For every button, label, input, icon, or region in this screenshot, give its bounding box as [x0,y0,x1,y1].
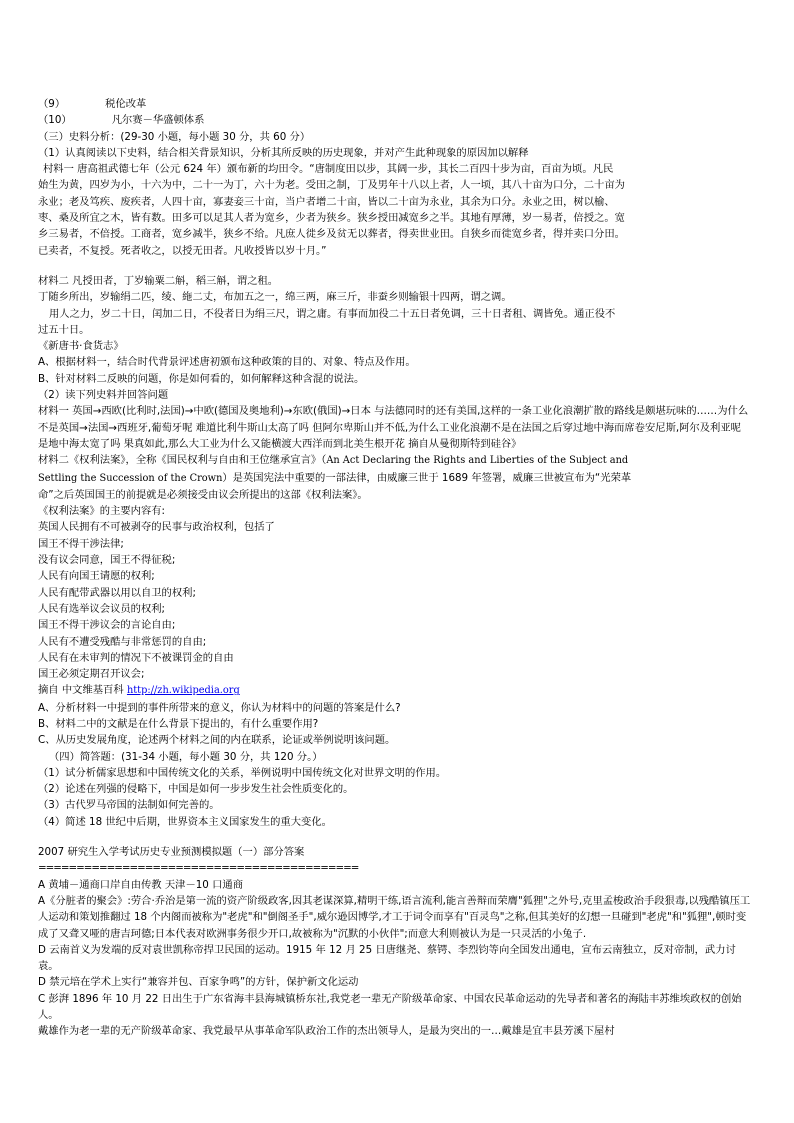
material-line: 材料二《权利法案》，全称《国民权利与自由和王位继承宣言》（An Act Declaring the Rights and Liberties of the Subject and [38,454,629,467]
material-paragraph: 材料一 英国→西欧(比利时,法国)→中欧(德国及奥地利)→东欧(俄国)→日本 与法德同时的还有美国,这样的一条工业化浪潮扩散的路线是颇堪玩味的……为什么不是英国→法国→西班牙,葡萄牙呢 难道比利牛斯山太高了吗 但阿尔卑斯山并不低,为什么工业化浪潮不是在法国之后穿过地中海而席卷安尼斯,阿尔及利亚呢 是地中海太宽了吗 果真如此,那么大工业为什么又能横渡大西洋而到北美生根开花 摘自从曼彻斯特到硅谷》 [38,405,749,450]
list-item: （10） 凡尔赛－华盛顿体系 [38,114,205,127]
question-a: A、根据材料一，结合时代背景评述唐初颁布这种政策的目的、对象、特点及作用。 [38,356,416,369]
answer-line: 戴雄作为老一辈的无产阶级革命家、我党最早从事革命军队政治工作的杰出领导人，是最为突出的一…戴雄是宜丰县芳溪下屋村 [38,1025,615,1038]
material-line: 乡三易者，不倍授。工商者，宽乡减半，狭乡不给。凡庶人徙乡及贫无以葬者，得卖世业田。自狭乡而徙宽乡者，得并卖口分田。 [38,228,625,241]
material-line: 命”之后英国国王的前提就是必须接受由议会所提出的这部《权利法案》。 [38,488,368,501]
source-citation: 摘自 中文维基百科 http://zh.wikipedia.org [38,684,240,697]
list-item: （4）简述 18 世纪中后期，世界资本主义国家发生的重大变化。 [38,815,332,828]
material-line: 过五十日。 [38,323,90,336]
list-item: （9） 税伦改革 [38,98,147,110]
list-item: 人民有选举议会议员的权利; [38,602,166,615]
list-item: 人民有在未审判的情况下不被课罚金的自由 [38,651,234,664]
material-line: Settling the Succession of the Crown）是英国宪法中重要的一部法律，由威廉三世于 1689 年签署，威廉三世被宣布为“光荣革 [38,471,632,484]
material-line: 村料一 唐高祖武德七年（公元 624 年）颁布新的均田令。“唐制度田以步，其阔一步，其长二百四十步为亩，百亩为顷。凡民 [43,163,614,176]
question-c: C、从历史发展角度，论述两个材料之间的内在联系，论证或举例说明该问题。 [38,734,396,747]
list-item: 人民有不遭受残酷与非常惩罚的自由; [38,635,207,648]
list-item: 人民有配带武器以用以自卫的权利; [38,586,196,599]
material-line: 用人之力，岁二十日，闰加二日，不役者日为绢三尺，谓之庸。有事而加役二十五日者免调，三十日者租、调皆免。通正役不 [49,307,616,320]
list-item: （3）古代罗马帝国的法制如何完善的。 [38,799,220,812]
material-line: 始生为黄，四岁为小，十六为中，二十一为丁，六十为老。受田之制，丁及男年十八以上者，人一顷，其八十亩为口分，二十亩为 [38,179,625,192]
list-item: （1）试分析儒家思想和中国传统文化的关系，举例说明中国传统文化对世界文明的作用。 [38,766,447,779]
bill-intro: 英国人民拥有不可被剥夺的民事与政治权利，包括了 [38,521,275,534]
document-page [33,96,751,1040]
material-line: 枣、桑及所宜之木，皆有数。田多可以足其人者为宽乡，少者为狭乡。狭乡授田减宽乡之半。其地有厚薄，岁一易者，倍授之。宽 [38,212,625,225]
material-line: 丁随乡所出，岁输绢二匹，绫、絁二丈，布加五之一，绵三两，麻三斤，非蚕乡则输银十四两，谓之调。 [38,291,512,304]
bill-title: 《权利法案》的主要内容有: [38,505,166,518]
question-intro: （2）读下列史料并回答问题 [38,389,169,402]
answer-line: A 黄埔－通商口岸自由传教 天津－10 口通商 [38,878,244,891]
question-b: B、针对材料二反映的问题，你是如何看的，如何解释这种含混的说法。 [38,372,365,385]
answers-title: 2007 研究生入学考试历史专业预测模拟题（一）部分答案 [38,846,305,859]
answer-line: D 禁元培在学术上实行“兼容并包、百家争鸣”的方针，保护新文化运动 [38,976,359,989]
section-heading-3: （三）史料分析：(29-30 小题，每小题 30 分，共 60 分） [38,130,311,143]
question-intro: （1）认真阅读以下史料，结合相关背景知识，分析其所反映的历史现象，并对产生此种现象的原因加以解释 [38,146,529,159]
list-item: 人民有向国王请愿的权利; [38,570,155,583]
material-line: 材料二 凡授田者，丁岁输粟二斛，稻三斛，谓之租。 [38,274,279,287]
wikipedia-link[interactable]: http://zh.wikipedia.org [126,685,240,697]
separator-rule: ========================================== [38,862,359,875]
material-line: 已卖者，不复授。死者收之，以授无田者。凡收授皆以岁十月。” [38,244,327,257]
question-a: A、分析材料一中提到的事件所带来的意义，你认为材料中的问题的答案是什么? [38,701,401,714]
answer-paragraph: A《分脏者的聚会》:劳合·乔治是第一流的资产阶级政客,因其老谋深算,精明干练,语言流利,能言善辩而荣膺"狐狸"之外号,克里孟梭政治手段狠毒,以残酷镇压工人运动和策划推翻过 18 个内阁而被称为"老虎"和"倒阁圣手",威尔逊因博学,才工于词令而享有"百灵鸟"之称,但其美好的幻想一旦碰到"老虎"和"狐狸",顿时变成了又聋又哑的唐吉珂德;日本代表对欧洲事务很少开口,故被称为"沉默的小伙伴";而意大利则被认为是一只灵活的小兔子. [38,894,751,940]
question-b: B、材料二中的文献是在什么背景下提出的，有什么重要作用? [38,717,319,730]
list-item: 没有议会同意，国王不得征税; [38,554,176,567]
list-item: 国王必须定期召开议会; [38,668,145,681]
section-heading-4: （四）简答题：(31-34 小题，每小题 30 分，共 120 分。） [49,750,323,763]
material-line: 永业；老及笃疾、废疾者，人四十亩，寡妻妾三十亩，当户者增二十亩，皆以二十亩为永业，其余为口分。永业之田，树以榆、 [38,195,615,208]
answer-paragraph: C 彭湃 1896 年 10 月 22 日出生于广东省海丰县海城镇桥东社,我党老一辈无产阶级革命家、中国农民革命运动的先导者和著名的海陆丰苏维埃政权的创始人。 [38,992,742,1022]
list-item: 国王不得干涉议会的言论自由; [38,619,176,632]
source-citation: 《新唐书·食货志》 [38,340,124,353]
list-item: （2）论述在列强的侵略下，中国是如何一步步发生社会性质变化的。 [38,783,354,796]
list-item: 国王不得干涉法律; [38,537,124,550]
answer-paragraph: D 云南首义为发端的反对袁世凯称帝捍卫民国的运动。1915 年 12 月 25 日唐继尧、蔡锷、李烈钧等向全国发出通电，宣布云南独立，反对帝制，武力讨袁。 [38,943,736,973]
